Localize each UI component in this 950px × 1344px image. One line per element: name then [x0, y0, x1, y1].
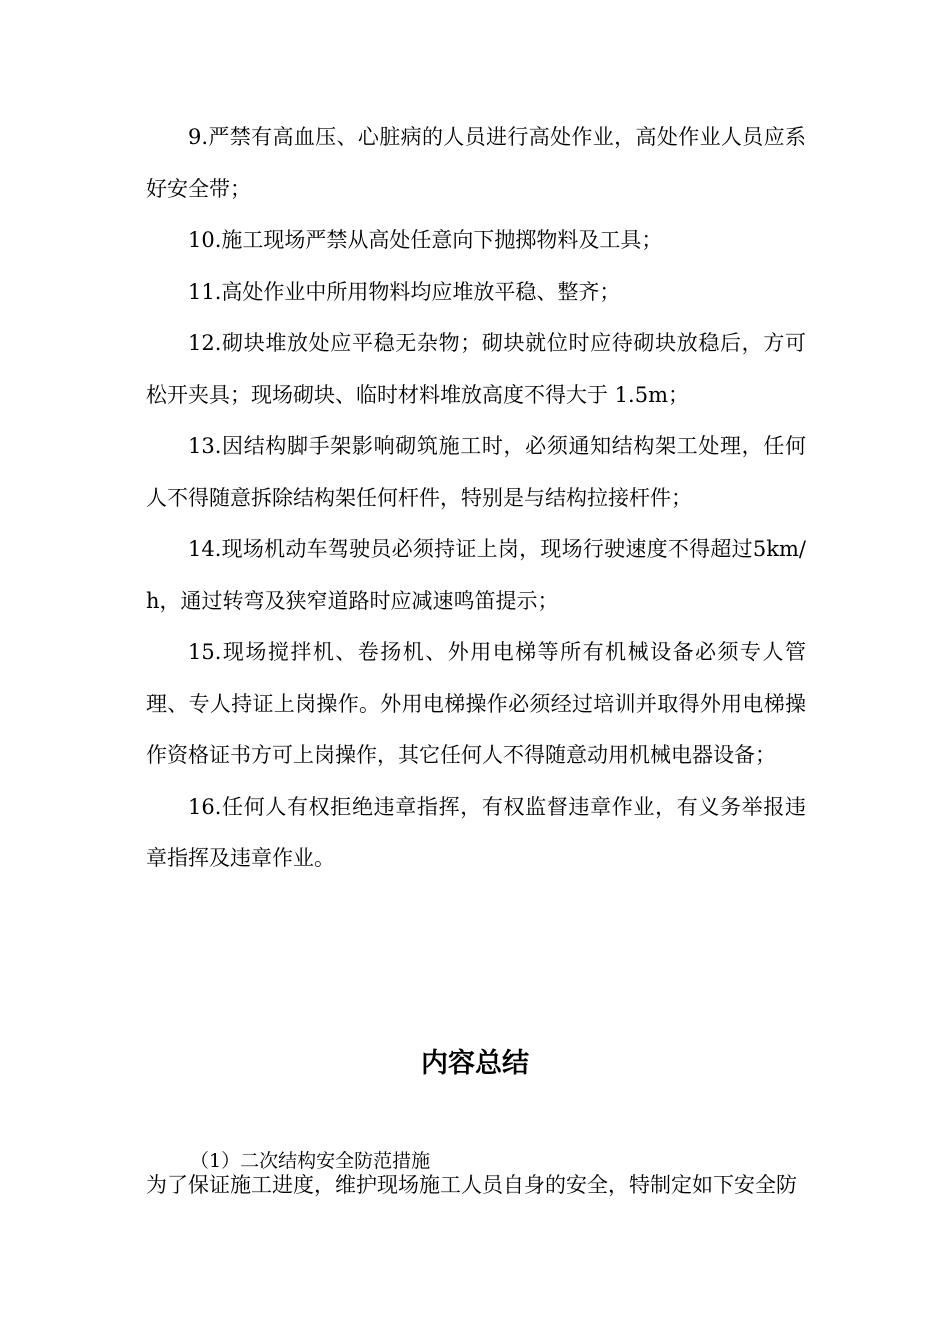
rule-item-16: 16.任何人有权拒绝违章指挥，有权监督违章作业，有义务举报违章指挥及违章作业。 — [146, 794, 806, 870]
rule-item-9: 9.严禁有高血压、心脏病的人员进行高处作业，高处作业人员应系好安全带； — [146, 125, 806, 201]
rule-item-15: 15.现场搅拌机、卷扬机、外用电梯等所有机械设备必须专人管理、专人持证上岗操作。外用电梯操作必须经过培训并取得外用电梯操作资格证书方可上岗操作，其它任何人不得随意动用机械电器设备； — [146, 640, 806, 767]
rule-item-11: 11.高处作业中所用物料均应堆放平稳、整齐； — [188, 279, 621, 304]
summary-title: 内容总结 — [421, 1048, 529, 1079]
rule-item-12: 12.砌块堆放处应平稳无杂物；砌块就位时应待砌块放稳后，方可松开夹具；现场砌块、临时材料堆放高度不得大于 1.5m； — [146, 331, 806, 407]
safety-rules-list — [146, 112, 806, 885]
summary-subtitle: （1）二次结构安全防范措施 — [190, 1150, 431, 1172]
rule-item-13: 13.因结构脚手架影响砌筑施工时，必须通知结构架工处理，任何人不得随意拆除结构架任何杆件，特别是与结构拉接杆件； — [146, 434, 806, 510]
summary-text: 为了保证施工进度，维护现场施工人员自身的安全，特制定如下安全防 — [146, 1173, 797, 1197]
rule-item-10: 10.施工现场严禁从高处任意向下抛掷物料及工具； — [188, 228, 663, 252]
rule-item-14: 14.现场机动车驾驶员必须持证上岗，现场行驶速度不得超过5km/h，通过转弯及狭窄道路时应减速鸣笛提示； — [146, 537, 806, 613]
